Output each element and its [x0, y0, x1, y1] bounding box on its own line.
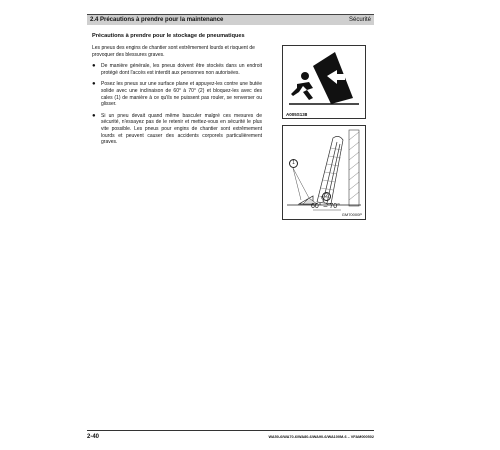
tire-storage-figure: [282, 125, 366, 220]
bullet-text: Posez les pneus sur une surface plane et appuyez-les contre une butée solide avec une inclinaison de 60° à 70° (2) et bloquez-les avec des cales (1) de manière à ce qu'ils ne puissent pas rouler, se renverser ou glisser.: [101, 81, 262, 108]
header-section: 2.4 Précautions à prendre pour la maintenance: [90, 17, 224, 23]
section-title: Précautions à prendre pour le stockage de pneumatiques: [92, 33, 245, 39]
header-chapter: Sécurité: [348, 17, 371, 23]
footer-divider: [87, 430, 374, 431]
callout-1: 1: [289, 159, 298, 168]
bullet-icon: ●: [92, 63, 96, 70]
body-text: [92, 45, 262, 151]
figure-code: GM70000P: [341, 212, 362, 217]
warning-pictogram-figure: [282, 45, 366, 119]
page-number: 2-40: [87, 434, 100, 440]
callout-2: 2: [322, 192, 331, 201]
bullet-icon: ●: [92, 112, 96, 119]
bullet-item: [92, 63, 262, 76]
bullet-text: De manière générale, les pneus doivent être stockés dans un endroit protégé dont l'accès est interdit aux personnes non autorisées.: [101, 63, 262, 76]
intro-paragraph: Les pneus des engins de chantier sont extrêmement lourds et risquent de provoquer des blessures graves.: [92, 45, 255, 58]
falling-tire-warning-icon: [283, 46, 365, 110]
footer-model-reference: WA50-6/WA70-6/WA80-6/WA90-6/WA100M-6 – VFAM000502: [268, 435, 374, 439]
bullet-item: [92, 81, 262, 107]
bullet-icon: ●: [92, 81, 96, 88]
bullet-text: Si un pneu devait quand même basculer malgré ces mesures de sécurité, n'essayez pas de le retenir et mettez-vous en sécurité le plus vite possible. Les pneus pour engins de chantier sont extrêmement lourds et peuvent causer des accidents corporels particulièrement graves.: [101, 112, 262, 146]
bullet-item: [92, 113, 262, 146]
angle-label: 60° – 70°: [311, 203, 340, 210]
figure-code: A005S138: [286, 112, 308, 117]
page-header: [87, 14, 374, 25]
